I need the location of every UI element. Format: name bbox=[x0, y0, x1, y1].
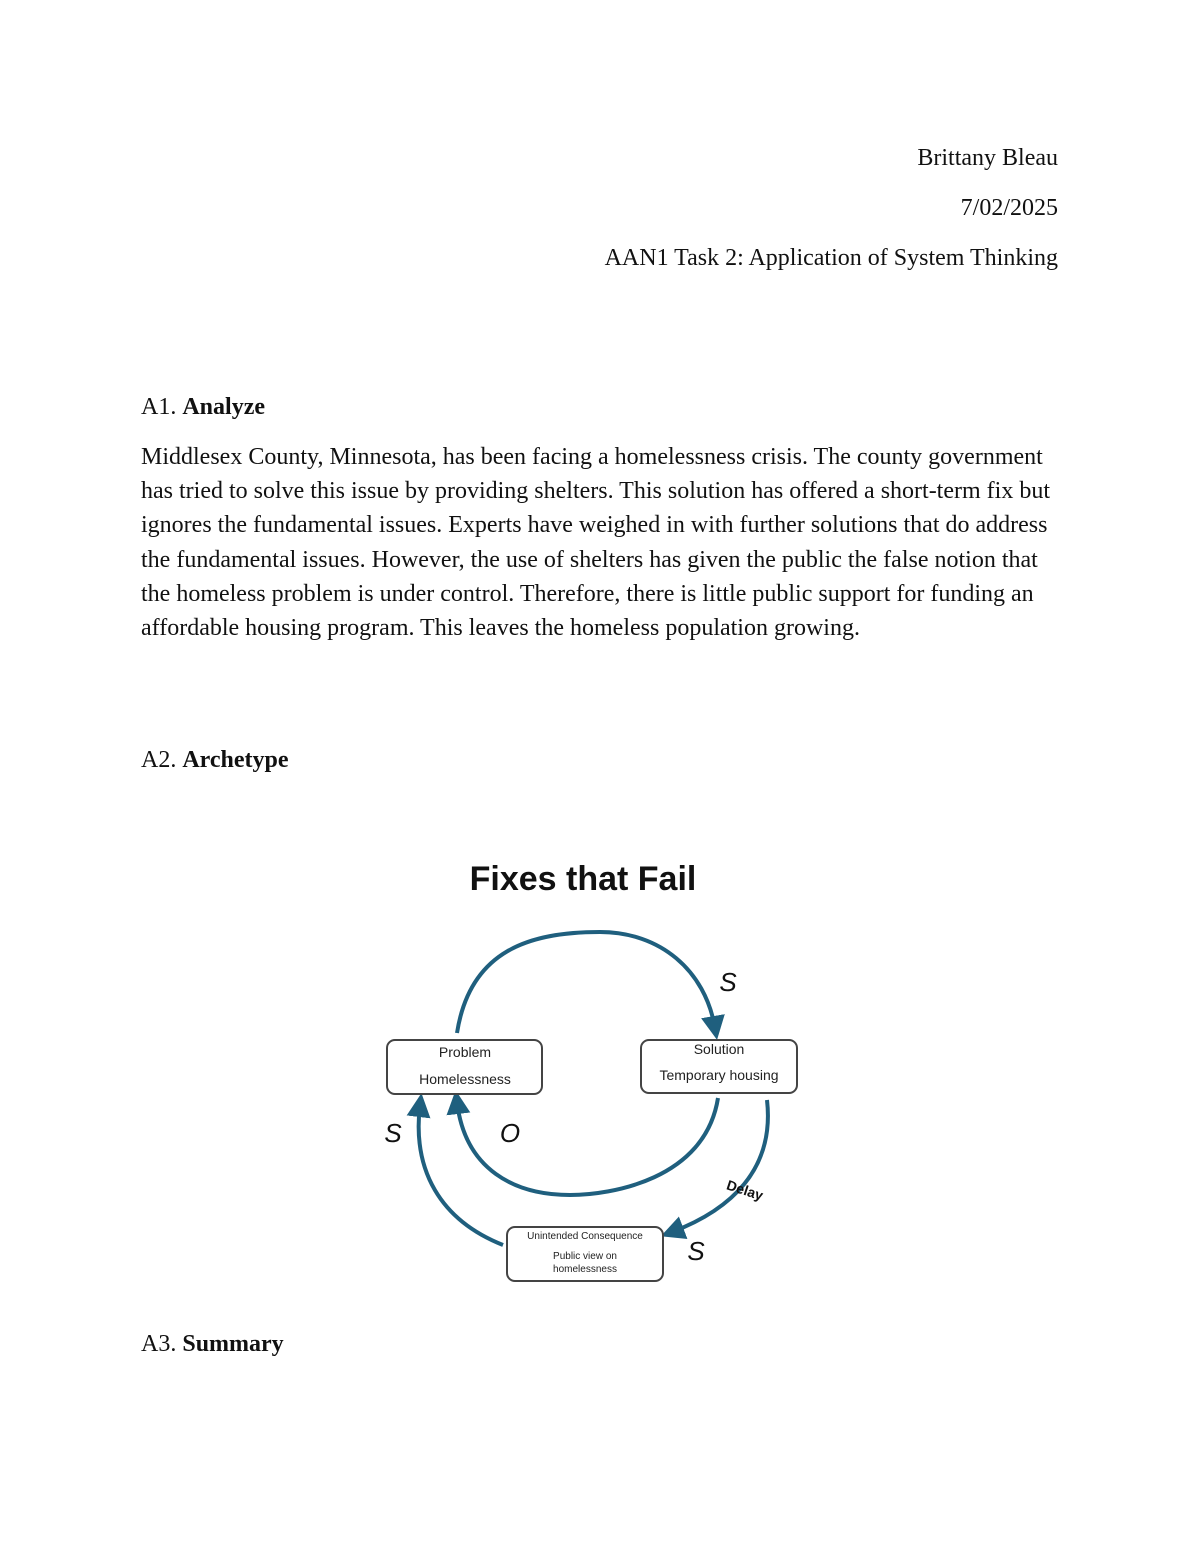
consequence-text-line2: homelessness bbox=[553, 1264, 617, 1275]
section-number: A3. bbox=[141, 1331, 177, 1357]
problem-box bbox=[387, 1040, 542, 1094]
solution-box bbox=[641, 1040, 797, 1093]
link-label-left: S bbox=[384, 1118, 402, 1148]
problem-text: Homelessness bbox=[419, 1071, 511, 1087]
problem-label: Problem bbox=[438, 1044, 492, 1060]
section-title: Summary bbox=[182, 1331, 284, 1357]
section-number: A2. bbox=[141, 747, 177, 773]
author-name: Brittany Bleau bbox=[917, 145, 1058, 171]
diagram-title: Fixes that Fail bbox=[469, 860, 697, 898]
link-label-bottom-right: S bbox=[687, 1236, 705, 1266]
section-title: Archetype bbox=[182, 747, 289, 773]
document-title: AAN1 Task 2: Application of System Thinking bbox=[604, 245, 1058, 271]
delay-arrow bbox=[672, 1100, 768, 1232]
link-label-top: S bbox=[719, 967, 737, 997]
inner-feedback-arrow bbox=[457, 1098, 718, 1195]
section-heading-archetype bbox=[141, 745, 289, 775]
solution-arrow bbox=[457, 932, 715, 1033]
analyze-paragraph: Middlesex County, Minnesota, has been facing a homelessness crisis. The county government has tried to solve this issue by providing shelters. This solution has offered a short-term fix but ignores the fundamental issues. Experts have weighed in with further solutions that do address the fundamental issues. However, the use of shelters has given the public the false notion that the homeless problem is under control. Therefore, there is little public support for funding an affordable housing program. This leaves the homeless population growing. bbox=[141, 444, 1050, 642]
consequence-box bbox=[507, 1227, 663, 1281]
consequence-text-line1: Public view on bbox=[553, 1251, 617, 1262]
document-date: 7/02/2025 bbox=[960, 195, 1058, 221]
solution-label: Solution bbox=[693, 1041, 745, 1057]
section-title: Analyze bbox=[182, 394, 265, 420]
link-label-inner: O bbox=[499, 1118, 521, 1148]
consequence-label: Unintended Consequence bbox=[527, 1231, 643, 1242]
document-header bbox=[605, 140, 1058, 290]
delay-label: Delay bbox=[724, 1176, 766, 1204]
section-number: A1. bbox=[141, 394, 177, 420]
solution-text: Temporary housing bbox=[659, 1067, 779, 1083]
section-heading-analyze bbox=[141, 392, 265, 422]
fixes-that-fail-diagram bbox=[360, 850, 840, 1290]
section-heading-summary bbox=[141, 1329, 284, 1359]
